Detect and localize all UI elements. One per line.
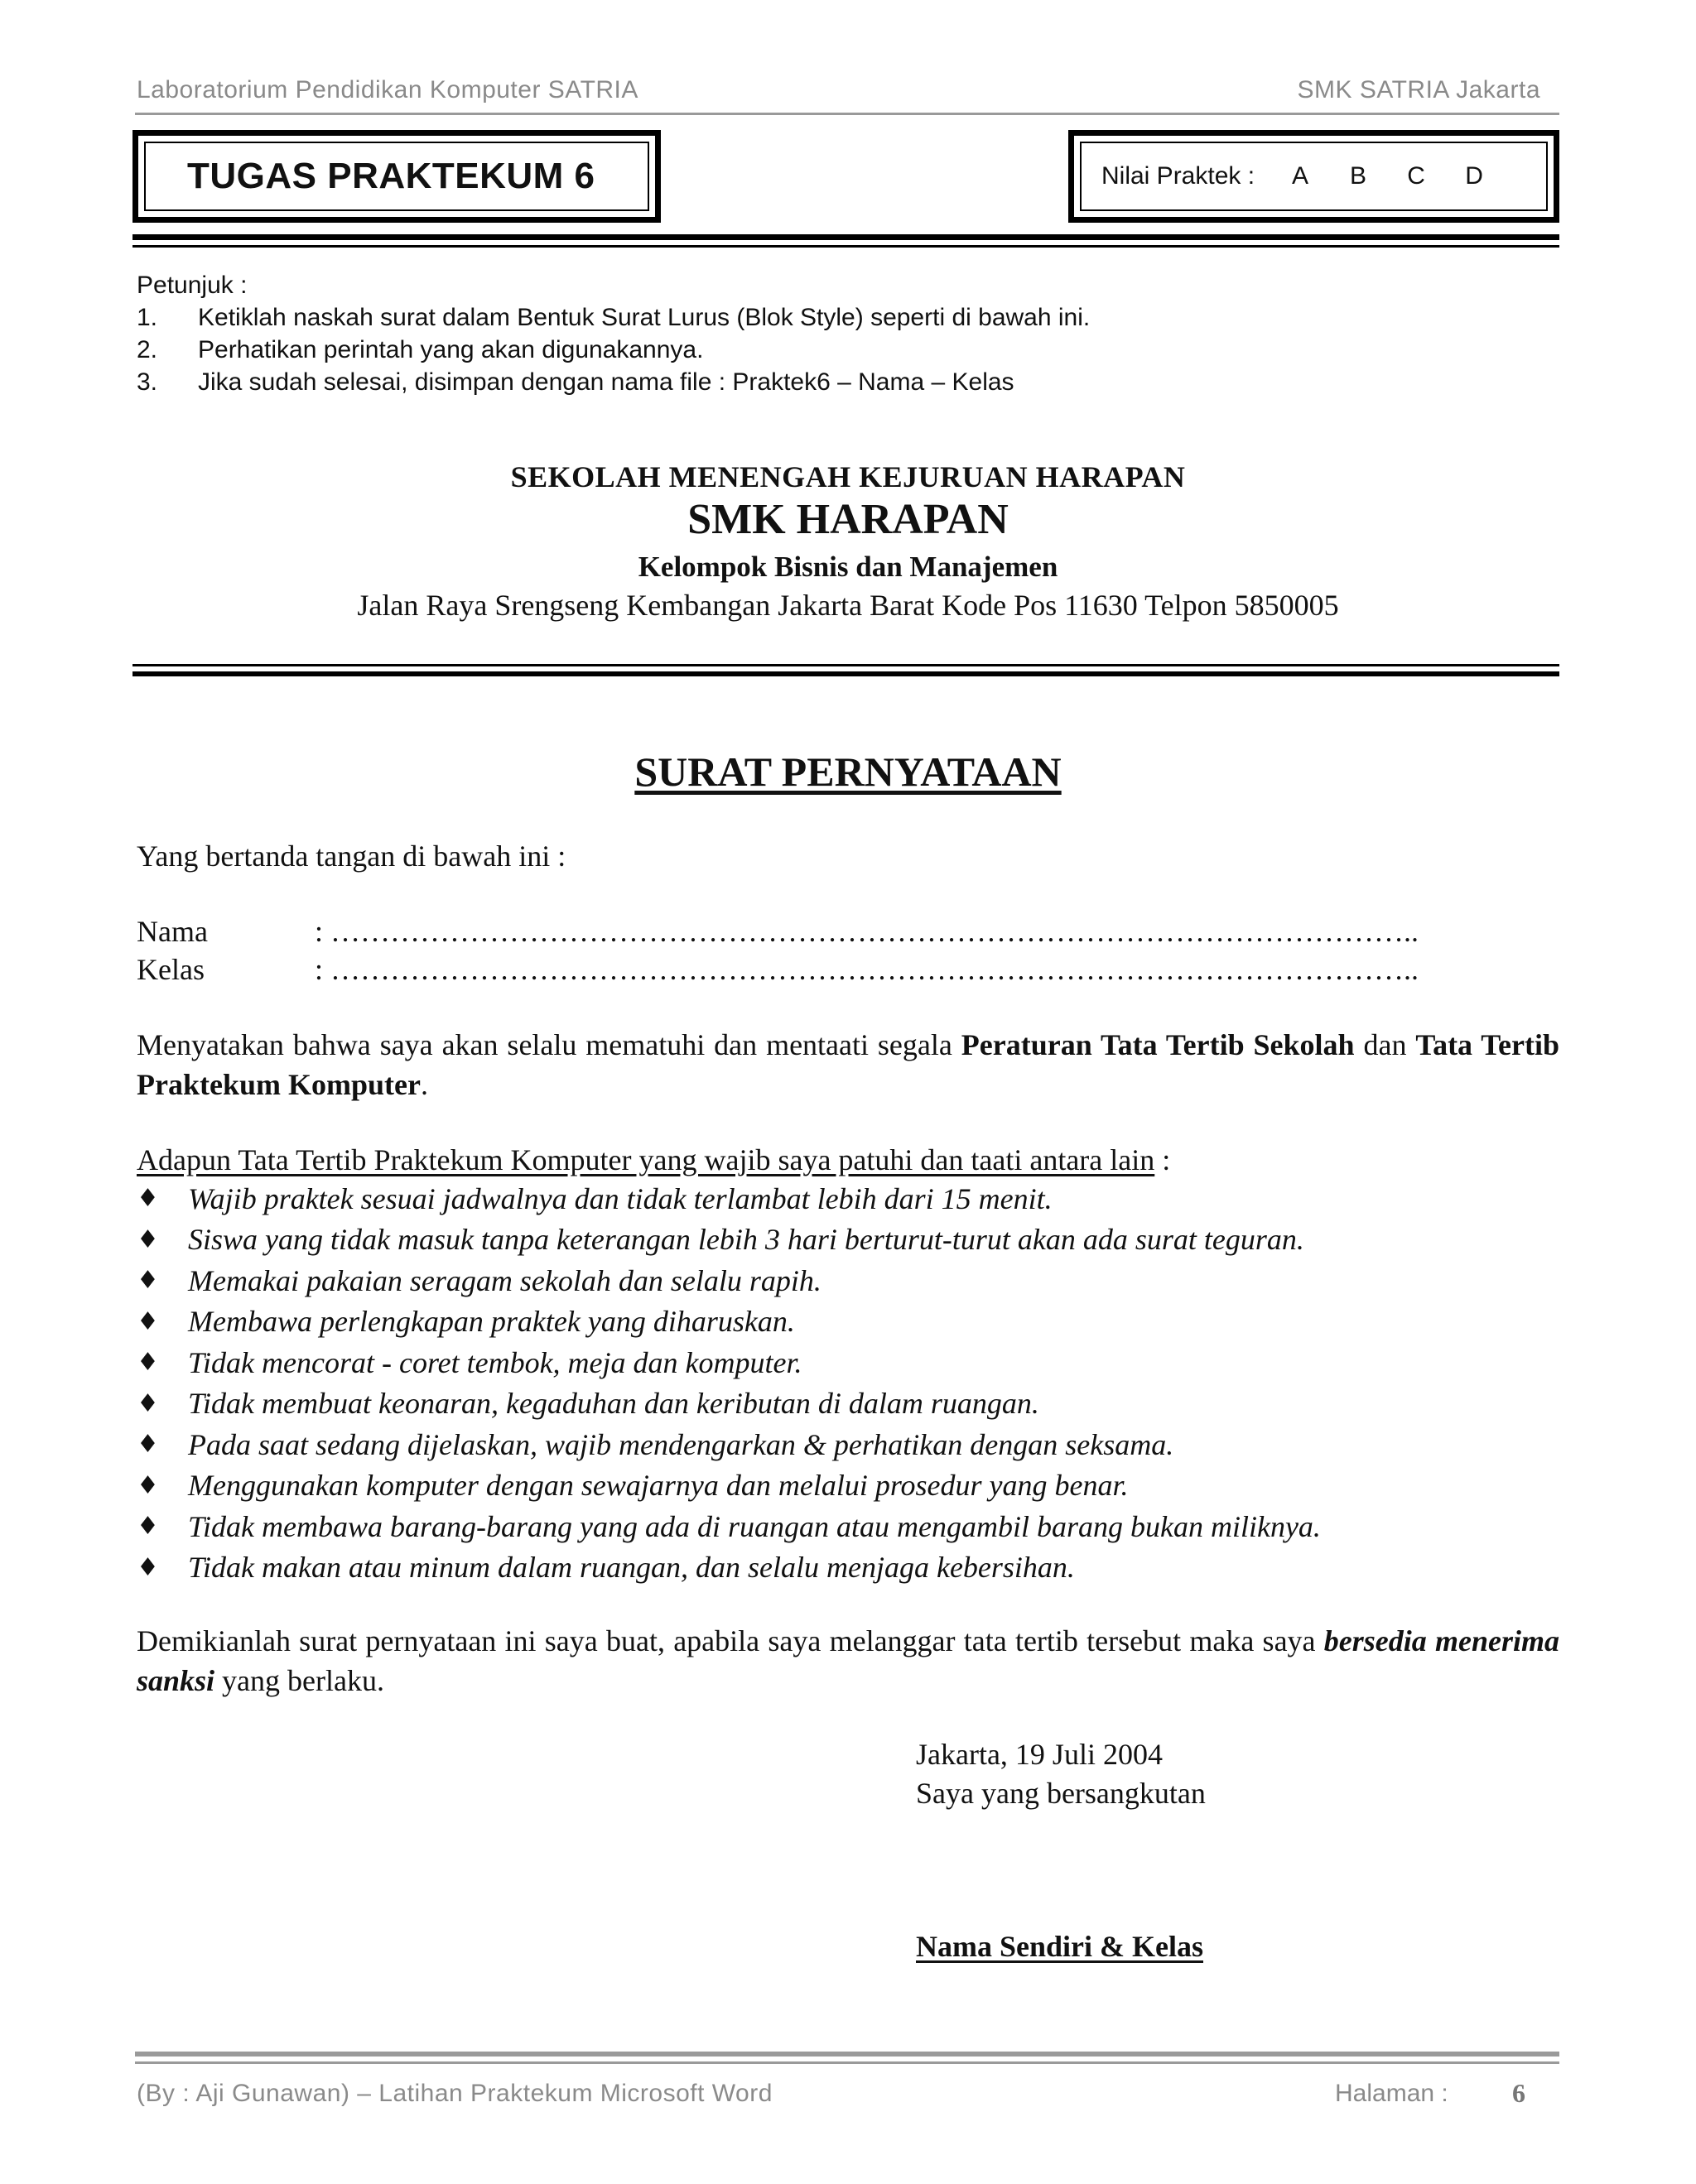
letter-intro: Yang bertanda tangan di bawah ini :: [137, 839, 566, 873]
field-label: Nama: [137, 915, 208, 948]
letterhead-school-name: SMK HARAPAN: [687, 496, 1009, 543]
diamond-bullet-icon: ♦: [137, 1512, 159, 1542]
list-item: [137, 1506, 1559, 1547]
list-item: [137, 1383, 1559, 1425]
statement-text: Menyatakan bahwa saya akan selalu mematuhi dan mentaati segala: [137, 1028, 961, 1061]
task-title-box: [132, 130, 661, 223]
diamond-bullet-icon: ♦: [137, 1224, 159, 1254]
statement-text: .: [420, 1068, 428, 1101]
list-item: [137, 1465, 1559, 1507]
rule-text: Siswa yang tidak masuk tanpa keterangan lebih 3 hari berturut-turut akan ada surat teguran.: [188, 1223, 1304, 1257]
signer-role: Saya yang bersangkutan: [916, 1777, 1206, 1810]
field-blank: : ………………………………………………………………………………………………..: [315, 953, 1419, 986]
instruction-number: 2.: [137, 336, 158, 363]
diamond-bullet-icon: ♦: [137, 1266, 159, 1296]
diamond-bullet-icon: ♦: [137, 1552, 159, 1582]
diamond-bullet-icon: ♦: [137, 1348, 159, 1378]
rule-text: Tidak makan atau minum dalam ruangan, dan selalu menjaga kebersihan.: [188, 1551, 1075, 1585]
grade-option-c: C: [1407, 162, 1425, 190]
letterhead-school-full-name: SEKOLAH MENENGAH KEJURUAN HARAPAN: [510, 460, 1186, 493]
header-right: SMK SATRIA Jakarta: [1297, 76, 1540, 103]
instruction-item: [137, 366, 1090, 398]
list-item: [137, 1547, 1559, 1589]
diamond-bullet-icon: ♦: [137, 1184, 159, 1214]
field-label: Kelas: [137, 953, 205, 986]
field-kelas: [137, 952, 1559, 987]
closing-paragraph: [137, 1621, 1559, 1701]
closing-text: yang berlaku.: [214, 1664, 384, 1697]
list-item: [137, 1301, 1559, 1343]
closing-text: Demikianlah surat pernyataan ini saya buat, apabila saya melanggar tata tertib tersebut maka saya: [137, 1624, 1324, 1657]
place-date: Jakarta, 19 Juli 2004: [916, 1738, 1163, 1771]
rule-text: Memakai pakaian seragam sekolah dan selalu rapih.: [188, 1263, 822, 1297]
list-item: [137, 1260, 1559, 1301]
instruction-item: [137, 301, 1090, 334]
grade-option-d: D: [1465, 162, 1483, 190]
rules-intro-underlined: Adapun Tata Tertib Praktekum Komputer yang wajib saya patuhi dan taati antara lain: [137, 1143, 1155, 1176]
letterhead-address: Jalan Raya Srengseng Kembangan Jakarta Barat Kode Pos 11630 Telpon 5850005: [357, 589, 1339, 622]
footer-rule-thin: [135, 2061, 1559, 2064]
title-rule-thin: [132, 245, 1559, 248]
statement-bold-lab-rules: Tata Tertib Praktekum Komputer: [137, 1028, 1559, 1101]
grade-option-b: B: [1350, 162, 1367, 190]
instruction-text: Ketiklah naskah surat dalam Bentuk Surat Lurus (Blok Style) seperti di bawah ini.: [198, 304, 1091, 331]
statement-bold-rules: Peraturan Tata Tertib Sekolah: [961, 1028, 1355, 1061]
closing-bold-sanction: bersedia menerima sanksi: [137, 1624, 1559, 1697]
signer-name: Nama Sendiri & Kelas: [916, 1930, 1203, 1963]
list-item: [137, 1178, 1559, 1219]
task-title: TUGAS PRAKTEKUM 6: [187, 156, 595, 196]
rules-list: [137, 1178, 1559, 1588]
letterhead-rule-thin: [132, 664, 1559, 666]
instruction-number: 3.: [137, 368, 158, 396]
grade-label: Nilai Praktek :: [1101, 162, 1255, 190]
diamond-bullet-icon: ♦: [137, 1388, 159, 1418]
header-rule: [135, 113, 1559, 115]
rule-text: Wajib praktek sesuai jadwalnya dan tidak terlambat lebih dari 15 menit.: [188, 1181, 1053, 1215]
diamond-bullet-icon: ♦: [137, 1430, 159, 1460]
instructions: [137, 269, 1090, 398]
rules-intro: [137, 1140, 1170, 1180]
rule-text: Tidak membuat keonaran, kegaduhan dan keributan di dalam ruangan.: [188, 1387, 1039, 1421]
rule-text: Pada saat sedang dijelaskan, wajib mendengarkan & perhatikan dengan seksama.: [188, 1427, 1174, 1461]
statement-paragraph: [137, 1025, 1559, 1104]
instruction-text: Perhatikan perintah yang akan digunakannya.: [198, 336, 704, 363]
grade-option-a: A: [1292, 162, 1309, 190]
diamond-bullet-icon: ♦: [137, 1470, 159, 1500]
statement-text: dan: [1354, 1028, 1416, 1061]
footer-credit: (By : Aji Gunawan) – Latihan Praktekum Microsoft Word: [137, 2080, 773, 2107]
footer-rule-thick: [135, 2052, 1559, 2057]
header-left: Laboratorium Pendidikan Komputer SATRIA: [137, 76, 638, 103]
instruction-text: Jika sudah selesai, disimpan dengan nama file : Praktek6 – Nama – Kelas: [198, 368, 1014, 396]
rule-text: Tidak mencorat - coret tembok, meja dan komputer.: [188, 1345, 802, 1379]
instruction-item: [137, 334, 1090, 366]
field-nama: [137, 914, 1559, 949]
field-blank: : ………………………………………………………………………………………………..: [315, 915, 1419, 948]
list-item: [137, 1342, 1559, 1383]
rule-text: Menggunakan komputer dengan sewajarnya dan melalui prosedur yang benar.: [188, 1469, 1129, 1503]
letterhead-group: Kelompok Bisnis dan Manajemen: [638, 551, 1058, 583]
footer-page-label: Halaman :: [1335, 2080, 1448, 2107]
letterhead-rule-thick: [132, 671, 1559, 676]
diamond-bullet-icon: ♦: [137, 1306, 159, 1336]
title-rule-thick: [132, 234, 1559, 240]
grade-box: [1068, 130, 1559, 223]
rules-intro-colon: :: [1154, 1143, 1171, 1176]
rule-text: Membawa perlengkapan praktek yang diharuskan.: [188, 1305, 795, 1339]
instruction-number: 1.: [137, 304, 158, 331]
list-item: [137, 1424, 1559, 1465]
instructions-heading: Petunjuk :: [137, 272, 248, 299]
rule-text: Tidak membawa barang-barang yang ada di ruangan atau mengambil barang bukan miliknya.: [188, 1509, 1321, 1543]
list-item: [137, 1219, 1559, 1261]
letter-title: SURAT PERNYATAAN: [634, 748, 1062, 795]
footer-page-number: 6: [1512, 2078, 1525, 2108]
